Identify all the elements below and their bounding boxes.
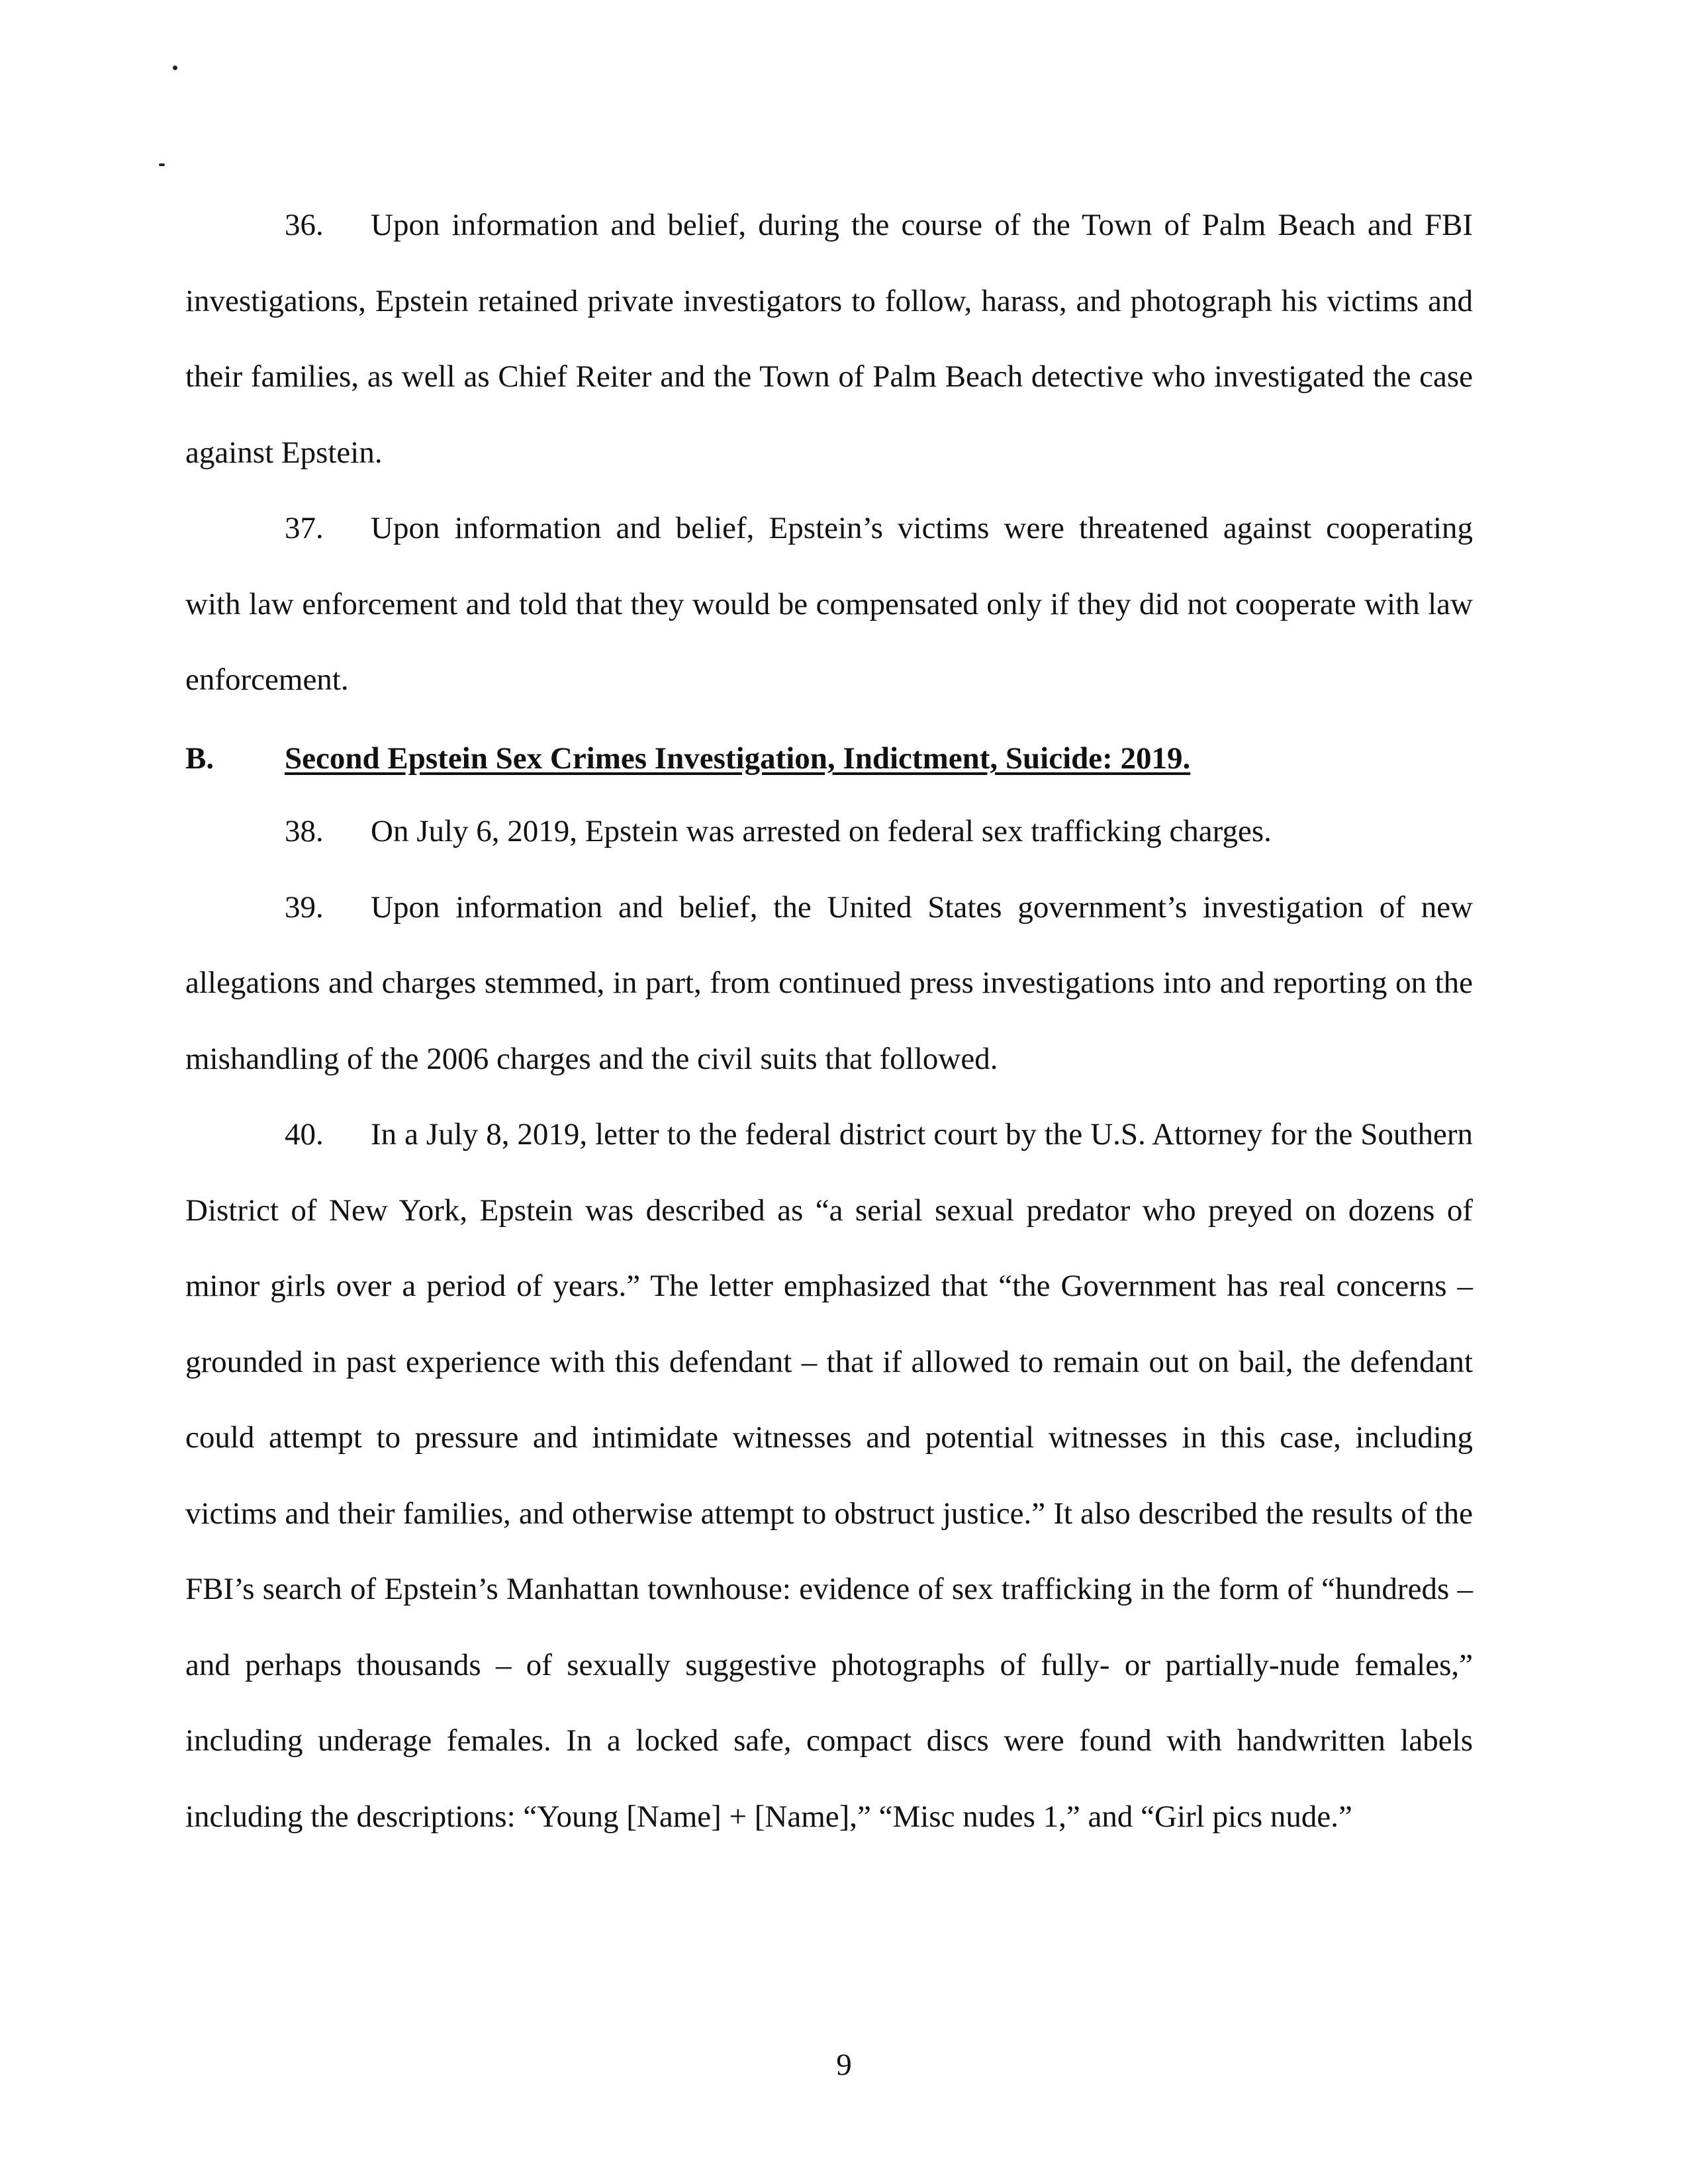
paragraph-38: [185, 794, 1473, 870]
scan-artifact-dot: [173, 66, 177, 70]
paragraph-40: [185, 1097, 1473, 1854]
paragraph-number: 37.: [285, 511, 324, 545]
paragraph-text: On July 6, 2019, Epstein was arrested on federal sex trafficking charges.: [371, 814, 1272, 848]
paragraph-36: [185, 187, 1473, 490]
paragraph-text: In a July 8, 2019, letter to the federal district court by the U.S. Attorney for the Southern District of New York, Epstein was described as “a serial sexual predator who preyed on dozens of minor girls over a period of years.” The letter emphasized that “the Government has real concerns – grounded in past experience with this defendant – that if allowed to remain out on bail, the defendant could attempt to pressure and intimidate witnesses and potential witnesses in this case, including victims and their families, and otherwise attempt to obstruct justice.” It also described the results of the FBI’s search of Epstein’s Manhattan townhouse: evidence of sex trafficking in the form of “hundreds – and perhaps thousands – of sexually suggestive photographs of fully- or partially-nude females,” including underage females. In a locked safe, compact discs were found with handwritten labels including the descriptions: “Young [Name] + [Name],” “Misc nudes 1,” and “Girl pics nude.”: [185, 1117, 1473, 1834]
paragraph-number: 40.: [285, 1117, 324, 1152]
page-number: 9: [836, 2048, 852, 2082]
paragraph-39: [185, 870, 1473, 1097]
body-text-upper: [185, 187, 1473, 718]
paragraph-text: Upon information and belief, during the course of the Town of Palm Beach and FBI investigations, Epstein retained private investigators to follow, harass, and photograph his victims and their families, as well as Chief Reiter and the Town of Palm Beach detective who investigated the case against Epstein.: [185, 208, 1473, 470]
paragraph-number: 36.: [285, 208, 324, 242]
scan-artifact-dash: [159, 163, 165, 166]
section-letter: B.: [185, 741, 214, 776]
paragraph-text: Upon information and belief, Epstein’s victims were threatened against cooperating with law enforcement and told that they would be compensated only if they did not cooperate with law enforcement.: [185, 511, 1473, 697]
section-heading-block: [185, 721, 1473, 797]
body-text-lower: [185, 794, 1473, 1854]
paragraph-37: [185, 490, 1473, 718]
section-heading: [185, 721, 1473, 797]
paragraph-text: Upon information and belief, the United States government’s investigation of new allegations and charges stemmed, in part, from continued press investigations into and reporting on the mishandling of the 2006 charges and the civil suits that followed.: [185, 889, 1473, 1076]
paragraph-number: 39.: [285, 889, 324, 925]
section-title: Second Epstein Sex Crimes Investigation, Indictment, Suicide: 2019.: [285, 741, 1191, 776]
paragraph-number: 38.: [285, 814, 324, 848]
